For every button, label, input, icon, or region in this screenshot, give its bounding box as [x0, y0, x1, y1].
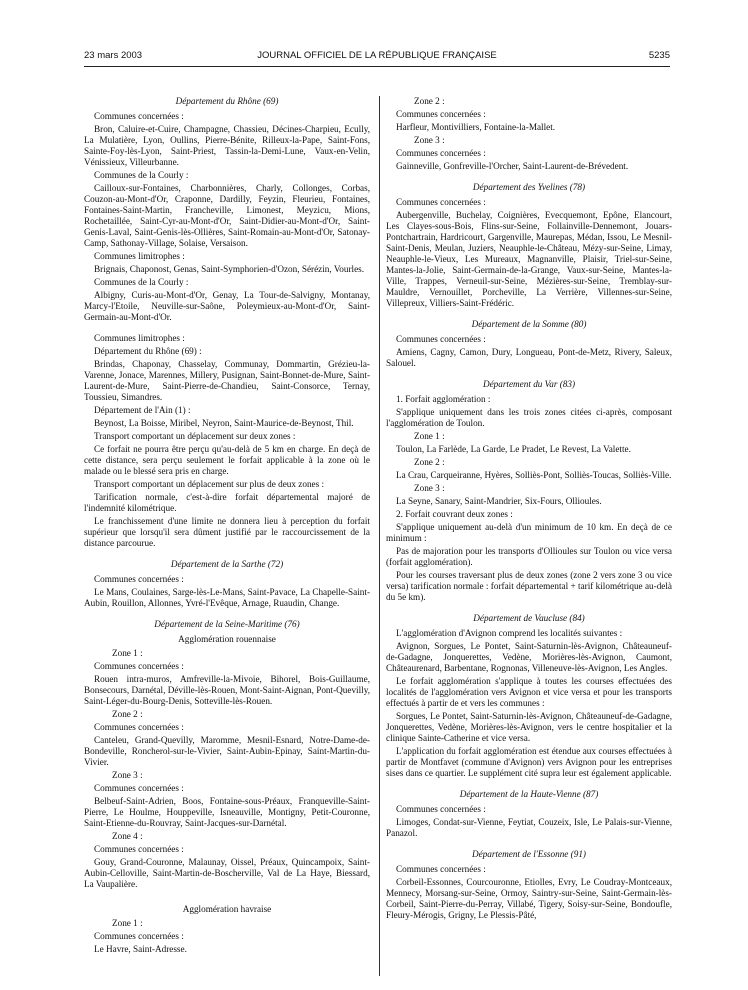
department-heading: Département du Rhône (69)	[175, 96, 279, 106]
text-line: Département du Rhône (69) :	[94, 346, 202, 356]
text-line: Transport comportant un déplacement sur deux zones :	[94, 431, 296, 441]
text-line: Gainneville, Gonfreville-l'Orcher, Saint-Laurent-de-Brévedent.	[396, 161, 629, 171]
text-line: Le Havre, Saint-Adresse.	[94, 944, 187, 954]
paragraph: Brignais, Chaponost, Genas, Saint-Symphorien-d'Ozon, Sérézin, Vourles.	[94, 264, 365, 274]
left-column	[84, 96, 370, 957]
zone-label: Zone 3 :	[414, 483, 445, 493]
paragraph: Cailloux-sur-Fontaines, Charbonnières, Charly, Collonges, Corbas, Couzon-au-Mont-d'Or, Craponne, Dardilly, Feyzin, Fleurieu, Fontaines, Fontaines-Saint-Martin, Francheville, Limonest, Meyzicu, Mions, Rochetaillée, Saint-Cyr-au-Mont-d'Or, Saint-Didier-au-Mont-d'Or, Saint-Genis-Laval, Saint-Genis-lès-Ollières, Saint-Romain-au-Mont-d'Or, Satonay-Camp, Sathonay-Village, Solaise, Versaison.	[84, 183, 370, 248]
text-line: Communes concernées :	[94, 661, 184, 671]
text-line: Communes limitrophes :	[94, 333, 185, 343]
paragraph: Brindas, Chaponay, Chasselay, Communay, Dommartin, Grézieu-la-Varenne, Jonace, Marennes, Millery, Pusignan, Saint-Bonnet-de-Mure, Saint-Laurent-de-Mure, Saint-Pierre-de-Chandieu, Saint-Consorce, Ternay, Toussieu, Simandres.	[84, 359, 370, 402]
paragraph: L'application du forfait agglomération est étendue aux courses effectuées à partir de Montfavet (commune d'Avignon) vers Avignon pour les entreprises sises dans ce quartier. Le supplément cité supra leur est également applicable.	[386, 746, 672, 778]
text-line: Communes concernées :	[94, 783, 184, 793]
paragraph: Belbeuf-Saint-Adrien, Boos, Fontaine-sous-Préaux, Franqueville-Saint-Pierre, Le Houlme, Houppeville, Isneauville, Montigny, Petit-Couronne, Saint-Etienne-du-Rouvray, Saint-Jacques-sur-Darnétal.	[84, 796, 370, 828]
text-line: Communes de la Courly :	[94, 170, 189, 180]
zone-label: Zone 1 :	[112, 648, 143, 658]
paragraph: Limoges, Condat-sur-Vienne, Feytiat, Couzeix, Isle, Le Palais-sur-Vienne, Panazol.	[386, 817, 672, 838]
department-heading: Département de la Sarthe (72)	[170, 559, 284, 569]
column-divider	[379, 96, 380, 976]
page-number: 5235	[648, 50, 670, 61]
text-line: Communes concernées :	[396, 334, 486, 344]
paragraph: Albigny, Curis-au-Mont-d'Or, Genay, La Tour-de-Salvigny, Montanay, Marcy-l'Etoile, Neuville-sur-Saône, Poleymieux-au-Mont-d'Or, Saint-Germain-au-Mont-d'Or.	[84, 290, 370, 322]
paragraph: Beynost, La Boisse, Miribel, Neyron, Saint-Maurice-de-Beynost, Thil.	[94, 418, 354, 428]
text-line: Toulon, La Farlède, La Garde, Le Pradet, Le Revest, La Valette.	[396, 444, 631, 454]
department-heading: Département des Yvelines (78)	[472, 182, 586, 192]
text-line: 1. Forfait agglomération :	[396, 394, 491, 404]
zone-label: Zone 1 :	[112, 918, 143, 928]
paragraph: Avignon, Sorgues, Le Pontet, Saint-Saturnin-lès-Avignon, Châteauneuf-de-Gadagne, Jonquerettes, Vedène, Morières-lès-Avignon, Caumont, Châteaurenard, Barbentane, Rognonas, Villeneuve-lès-Avignon, Les Angles.	[386, 641, 672, 673]
text-line: Communes concernées :	[396, 197, 486, 207]
paragraph: Canteleu, Grand-Quevilly, Maromme, Mesnil-Esnard, Notre-Dame-de-Bondeville, Roncherol-sur-le-Vivier, Saint-Aubin-Epinay, Saint-Martin-du-Vivier.	[84, 735, 370, 767]
zone-label: Zone 4 :	[112, 831, 143, 841]
text-line: Communes concernées :	[94, 722, 184, 732]
spacer	[386, 371, 672, 379]
journal-title: JOURNAL OFFICIEL DE LA RÉPUBLIQUE FRANÇAISE	[257, 50, 497, 61]
text-line: Communes concernées :	[396, 148, 486, 158]
spacer	[84, 611, 370, 619]
spacer	[386, 781, 672, 789]
zone-label: Zone 2 :	[414, 457, 445, 467]
paragraph: S'applique uniquement au-delà d'un minimum de 10 km. En deçà de ce minimum :	[386, 522, 672, 543]
spacer	[84, 551, 370, 559]
paragraph: Corbeil-Essonnes, Courcouronne, Etiolles, Evry, Le Coudray-Montceaux, Mennecy, Morsang-sur-Seine, Ormoy, Saintry-sur-Seine, Saint-Germain-lès-Corbeil, Saint-Pierre-du-Perray, Villabé, Tigery, Soisy-sur-Seine, Bondoufle, Fleury-Mérogis, Grigny, Le Plessis-Pâté,	[386, 877, 672, 920]
paragraph: Amiens, Cagny, Camon, Dury, Longueau, Pont-de-Metz, Rivery, Saleux, Salouel.	[386, 347, 672, 368]
text-line: Harfleur, Montivilliers, Fontaine-la-Mallet.	[396, 122, 556, 132]
text-line: Département de l'Ain (1) :	[94, 405, 191, 415]
text-line: Communes concernées :	[94, 574, 184, 584]
text-line: Communes concernées :	[94, 111, 184, 121]
paragraph: S'applique uniquement dans les trois zones citées ci-après, composant l'agglomération de Toulon.	[386, 407, 672, 428]
text-line: Transport comportant un déplacement sur plus de deux zones :	[94, 479, 325, 489]
department-heading: Département de l'Essonne (91)	[472, 849, 586, 859]
zone-label: Zone 2 :	[112, 709, 143, 719]
paragraph: Le Mans, Coulaines, Sarge-lès-Le-Mans, Saint-Pavace, La Chapelle-Saint-Aubin, Rouillon, Allonnes, Yvré-l'Evêque, Arnage, Ruaudin, Change.	[84, 587, 370, 608]
section-heading: Agglomération havraise	[182, 904, 272, 914]
paragraph: Le franchissement d'une limite ne donnera lieu à perception du forfait supérieur que lorsqu'il sera dûment justifié par le raccourcissement de la distance parcourue.	[84, 516, 370, 548]
paragraph: Gouy, Grand-Couronne, Malaunay, Oissel, Préaux, Quincampoix, Saint-Aubin-Celloville, Saint-Martin-de-Boscherville, Val de La Haye, Biessard, La Vaupalière.	[84, 857, 370, 889]
paragraph: Bron, Caluire-et-Cuire, Champagne, Chassieu, Décines-Charpieu, Ecully, La Mulatière, Lyon, Oullins, Pierre-Bénite, Rilleux-la-Pape, Saint-Fons, Sainte-Foy-lès-Lyon, Saint-Priest, Tassin-la-Demi-Lune, Vaux-en-Velin, Vénissieux, Villeurbanne.	[84, 124, 370, 167]
department-heading: Département de la Haute-Vienne (87)	[459, 789, 599, 799]
section-heading: Agglomération rouennaise	[178, 634, 276, 644]
paragraph: Ce forfait ne pourra être perçu qu'au-delà de 5 km en charge. En deçà de cette distance, sera perçu seulement le forfait applicable à la zone où le malade ou le blessé sera pris en charge.	[84, 444, 370, 476]
header-date: 23 mars 2003	[84, 50, 143, 61]
spacer	[386, 174, 672, 182]
zone-label: Zone 2 :	[414, 96, 445, 106]
text-line: La Seyne, Sanary, Saint-Mandrier, Six-Fours, Ollioules.	[396, 496, 602, 506]
department-heading: Département de la Somme (80)	[471, 319, 587, 329]
right-column	[386, 96, 672, 923]
zone-label: Zone 3 :	[414, 135, 445, 145]
text-line: Communes de la Courly :	[94, 277, 189, 287]
paragraph: Tarification normale, c'est-à-dire forfait départemental majoré de l'indemnité kilométrique.	[84, 492, 370, 513]
paragraph: Sorgues, Le Pontet, Saint-Saturnin-lès-Avignon, Châteauneuf-de-Gadagne, Jonquerettes, Vedène, Morières-lès-Avignon, vers le centre hospitalier et la clinique Sainte-Catherine et vice versa.	[386, 711, 672, 743]
zone-label: Zone 1 :	[414, 431, 445, 441]
text-line: Communes concernées :	[396, 109, 486, 119]
header-rule	[84, 66, 670, 67]
paragraph: Le forfait agglomération s'applique à toutes les courses effectuées des localités de l'agglomération vers Avignon et vice versa et pour les transports effectués à partir de et vers les communes :	[386, 676, 672, 708]
page-header	[84, 50, 670, 64]
spacer	[84, 325, 370, 333]
department-heading: Département du Var (83)	[482, 379, 576, 389]
text-line: L'agglomération d'Avignon comprend les localités suivantes :	[396, 628, 623, 638]
department-heading: Département de la Seine-Maritime (76)	[154, 619, 300, 629]
text-line: Communes concernées :	[396, 864, 486, 874]
paragraph: La Crau, Carqueiranne, Hyères, Solliès-Pont, Solliès-Toucas, Solliès-Ville.	[396, 470, 672, 480]
paragraph: Aubergenville, Buchelay, Coignières, Evecquemont, Epône, Elancourt, Les Clayes-sous-Bois, Flins-sur-Seine, Follainville-Dennemont, Jouars-Pontchartrain, Hardricourt, Gargenville, Maurepas, Médan, Issou, Le Mesnil-Saint-Denis, Meulan, Juziers, Neauphle-le-Château, Mézy-sur-Seine, Limay, Neauphle-le-Vieux, Les Mureaux, Magnanville, Plaisir, Triel-sur-Seine, Mantes-la-Jolie, Saint-Germain-de-la-Grange, Vaux-sur-Seine, Mantes-la-Ville, Trappes, Verneuil-sur-Seine, Mézières-sur-Seine, Tremblay-sur-Mauldre, Vernouillet, Porcheville, La Verrière, Villennes-sur-Seine, Villepreux, Villiers-Saint-Frédéric.	[386, 210, 672, 308]
spacer	[84, 892, 370, 900]
text-line: Communes limitrophes :	[94, 251, 185, 261]
spacer	[386, 605, 672, 613]
paragraph: Rouen intra-muros, Amfreville-la-Mivoie, Bihorel, Bois-Guillaume, Bonsecours, Darnétal, Déville-lès-Rouen, Mont-Saint-Aignan, Pont-Quevilly, Saint-Léger-du-Bourg-Denis, Sotteville-lès-Rouen.	[84, 674, 370, 706]
spacer	[386, 841, 672, 849]
text-line: Communes concernées :	[94, 931, 184, 941]
text-line: 2. Forfait couvrant deux zones :	[396, 509, 513, 519]
text-line: Communes concernées :	[396, 804, 486, 814]
department-heading: Département de Vaucluse (84)	[473, 613, 585, 623]
zone-label: Zone 3 :	[112, 770, 143, 780]
paragraph: Pour les courses traversant plus de deux zones (zone 2 vers zone 3 ou vice versa) tarification normale : forfait départemental + tarif kilométrique au-delà du 5e km).	[386, 570, 672, 602]
spacer	[386, 311, 672, 319]
paragraph: Pas de majoration pour les transports d'Ollioules sur Toulon ou vice versa (forfait agglomération).	[386, 546, 672, 567]
text-line: Communes concernées :	[94, 844, 184, 854]
